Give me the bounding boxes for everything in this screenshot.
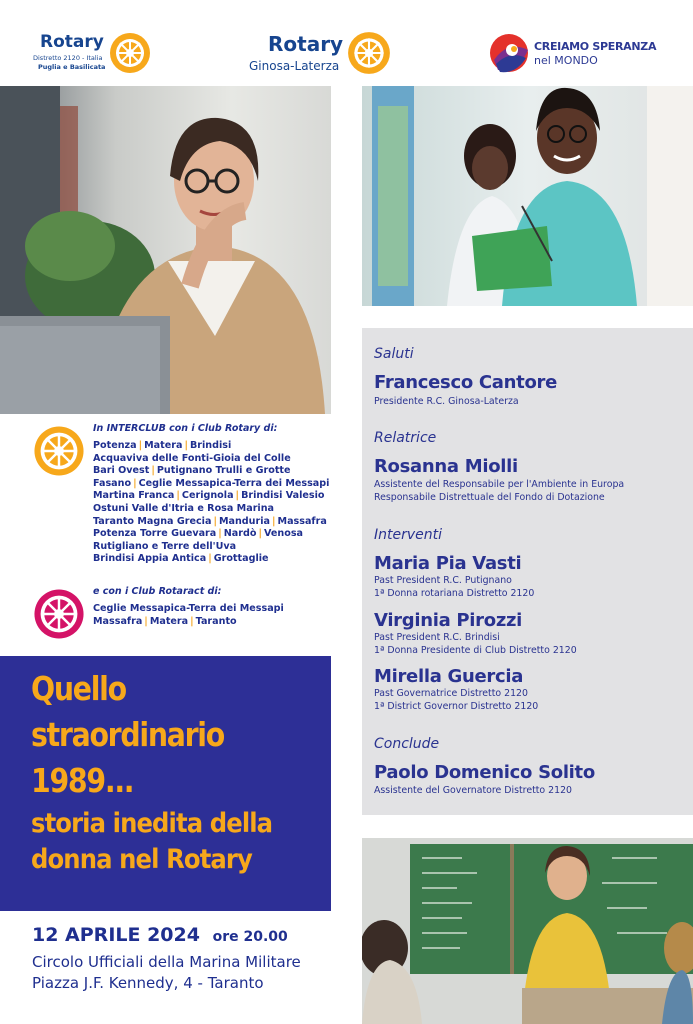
club-line xyxy=(93,541,329,554)
club-name: Taranto xyxy=(195,615,237,627)
separator: | xyxy=(176,490,180,502)
title-subline-1: storia inedita della xyxy=(31,808,273,839)
club-name: Cerignola xyxy=(181,490,234,502)
club-name: Ceglie Messapica-Terra dei Messapi xyxy=(93,603,284,614)
program-panel xyxy=(362,328,693,815)
club-name: Potenza xyxy=(93,440,137,451)
separator: | xyxy=(218,528,222,540)
title-line-1: Quello xyxy=(31,669,126,708)
club-name: Taranto Magna Grecia xyxy=(93,515,212,527)
speaker-name: Francesco Cantore xyxy=(374,372,558,393)
club-name: Venosa xyxy=(264,528,304,540)
club-line xyxy=(93,440,329,453)
role-relatrice: Relatrice xyxy=(374,430,437,446)
club-name: Acquaviva delle Fonti-Gioia del Colle xyxy=(93,452,291,464)
title-subline-2: donna nel Rotary xyxy=(31,844,252,875)
rotary-clubs-list xyxy=(93,440,329,566)
speaker-desc: Responsabile Distrettuale del Fondo di Dotazione xyxy=(374,492,605,503)
role-saluti: Saluti xyxy=(374,346,414,362)
rotary-district-logo xyxy=(28,30,156,80)
title-line-3: 1989... xyxy=(31,761,134,800)
club-name: Brindisi xyxy=(189,440,232,451)
separator: | xyxy=(133,477,137,489)
separator: | xyxy=(151,465,155,477)
club-line xyxy=(93,453,329,466)
club-name: Nardò xyxy=(223,528,257,540)
event-time: ore 20.00 xyxy=(212,929,288,945)
speaker-desc: Presidente R.C. Ginosa-Laterza xyxy=(374,396,519,407)
club-name: Putignano Trulli e Grotte xyxy=(156,465,291,477)
rotary-wheel-icon xyxy=(32,424,86,478)
club-line xyxy=(93,478,329,491)
rotaract-title: e con i Club Rotaract di: xyxy=(93,586,222,597)
rotary-club-logo xyxy=(248,30,393,80)
speaker-desc: Past Governatrice Distretto 2120 xyxy=(374,688,528,699)
role-conclude: Conclude xyxy=(374,736,440,752)
event-date-line xyxy=(32,924,288,946)
club-name: Fasano xyxy=(93,477,132,489)
club-name: Massafra xyxy=(93,615,143,627)
club-name: Massafra xyxy=(277,515,327,527)
rotaract-wheel-icon xyxy=(32,587,86,641)
club-name: Matera xyxy=(149,615,189,627)
speaker-name: Maria Pia Vasti xyxy=(374,553,522,574)
club-name: Ostuni Valle d'Itria e Rosa Marina xyxy=(93,502,275,514)
businesswoman-photo xyxy=(0,86,331,414)
club-name: Martina Franca xyxy=(93,490,175,502)
separator: | xyxy=(258,528,262,540)
club-line xyxy=(93,553,329,566)
speaker-name: Mirella Guercia xyxy=(374,666,524,687)
campaign-line2: nel MONDO xyxy=(534,54,598,67)
club-name: Matera xyxy=(144,440,183,451)
club-name: Grottaglie xyxy=(213,553,269,565)
separator: | xyxy=(190,615,194,627)
campaign-line1: CREIAMO SPERANZA xyxy=(534,40,657,53)
role-interventi: Interventi xyxy=(374,527,443,543)
club-name-label: Ginosa-Laterza xyxy=(249,59,340,73)
swirl-logo-icon xyxy=(488,30,530,76)
event-date: 12 APRILE 2024 xyxy=(32,924,200,946)
speaker-desc: 1ª District Governor Distretto 2120 xyxy=(374,701,539,712)
separator: | xyxy=(184,440,188,451)
club-line xyxy=(93,616,284,629)
rotary-wordmark: Rotary xyxy=(40,32,104,52)
club-name: Ceglie Messapica-Terra dei Messapi xyxy=(138,477,330,489)
club-name: Brindisi Appia Antica xyxy=(93,553,207,565)
rotary-wheel-icon xyxy=(108,31,152,75)
event-title-box xyxy=(0,656,331,911)
separator: | xyxy=(272,515,276,527)
rotary-wordmark: Rotary xyxy=(268,32,344,56)
club-name: Bari Ovest xyxy=(93,465,150,477)
club-name: Rutigliano e Terre dell'Uva xyxy=(93,540,237,552)
speaker-desc: Past President R.C. Brindisi xyxy=(374,632,500,643)
interclub-title: In INTERCLUB con i Club Rotary di: xyxy=(93,423,278,434)
speaker-name: Virginia Pirozzi xyxy=(374,610,523,631)
title-line-2: straordinario xyxy=(31,715,224,754)
speaker-name: Rosanna Miolli xyxy=(374,456,518,477)
venue-line-2: Piazza J.F. Kennedy, 4 - Taranto xyxy=(32,974,264,992)
club-name: Brindisi Valesio xyxy=(241,490,325,502)
campaign-logo xyxy=(488,30,668,80)
venue-line-1: Circolo Ufficiali della Marina Militare xyxy=(32,953,301,971)
speaker-desc: Assistente del Responsabile per l'Ambiente in Europa xyxy=(374,479,625,490)
nurses-photo xyxy=(362,86,693,306)
separator: | xyxy=(144,615,148,627)
speaker-desc: 1ª Donna Presidente di Club Distretto 2120 xyxy=(374,645,577,656)
club-line xyxy=(93,516,329,529)
district-label: Distretto 2120 - Italia xyxy=(33,54,103,62)
club-line xyxy=(93,490,329,503)
speaker-desc: 1ª Donna rotariana Distretto 2120 xyxy=(374,588,535,599)
club-line xyxy=(93,603,284,616)
separator: | xyxy=(213,515,217,527)
speaker-desc: Assistente del Governatore Distretto 2120 xyxy=(374,785,573,796)
rotary-wheel-icon xyxy=(346,30,392,76)
club-line xyxy=(93,528,329,541)
separator: | xyxy=(235,490,240,502)
region-label: Puglia e Basilicata xyxy=(38,63,106,71)
separator: | xyxy=(208,553,212,565)
club-line xyxy=(93,465,329,478)
club-line xyxy=(93,503,329,516)
classroom-photo xyxy=(362,838,693,1024)
speaker-desc: Past President R.C. Putignano xyxy=(374,575,512,586)
club-name: Manduria xyxy=(218,515,270,527)
club-name: Potenza Torre Guevara xyxy=(93,528,217,540)
speaker-name: Paolo Domenico Solito xyxy=(374,762,595,783)
rotaract-clubs-list xyxy=(93,603,284,628)
separator: | xyxy=(138,440,143,451)
